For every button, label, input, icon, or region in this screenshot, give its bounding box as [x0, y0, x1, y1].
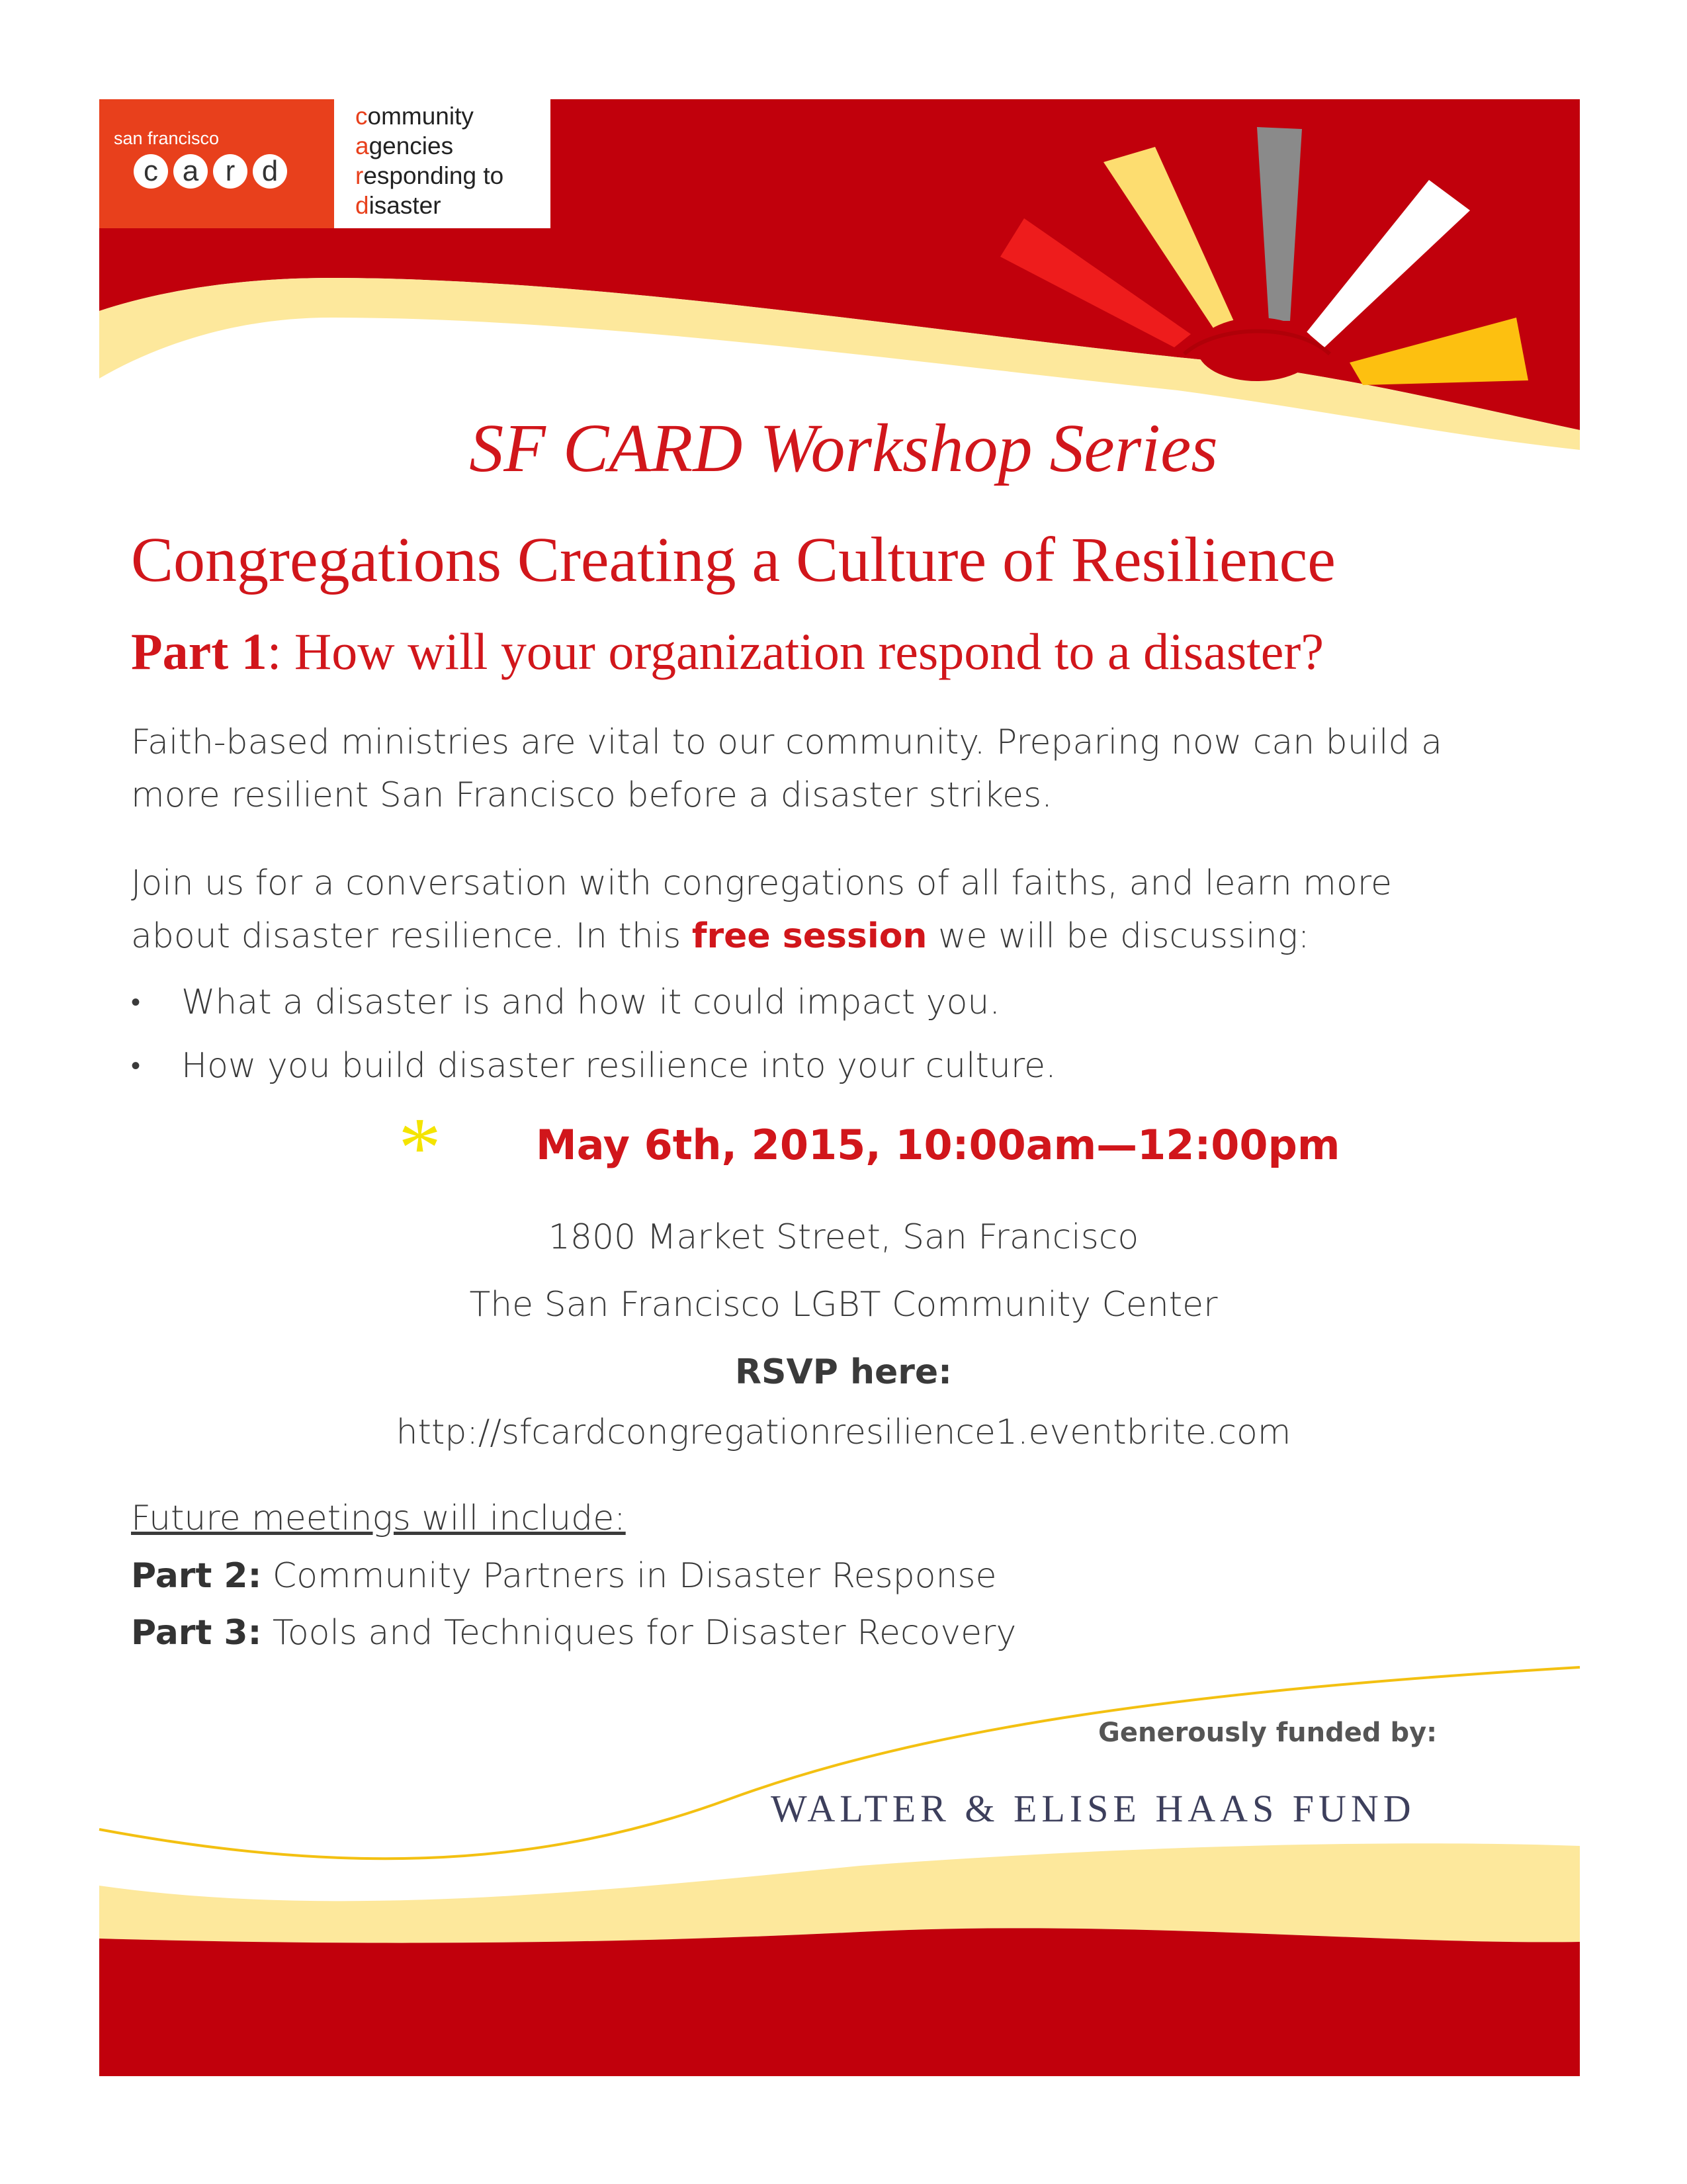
logo-sf-label: san francisco: [114, 128, 220, 148]
footer-red-block: [99, 1928, 1580, 2076]
logo-line: disaster: [355, 192, 441, 219]
event-date: May 6th, 2015, 10:00am—12:00pm: [536, 1121, 1340, 1169]
logo-letter: c: [134, 154, 168, 189]
logo-line: responding to: [355, 162, 504, 189]
free-session-highlight: free session: [691, 916, 928, 956]
logo-letter: d: [253, 154, 287, 189]
logo-acronym-lines: [334, 101, 503, 220]
footer-yellow-wave: [99, 1843, 1580, 1943]
part1-title: Part 1: How will your organization respond to a disaster?: [131, 623, 1324, 680]
card-logo-badge: [99, 99, 334, 228]
logo-card-letters: [134, 154, 287, 189]
discussion-list: [131, 976, 1057, 1103]
card-logo-text-panel: [334, 99, 550, 228]
logo-letter: a: [173, 154, 208, 189]
future-part-3: Part 3: Tools and Techniques for Disaster Recovery: [131, 1613, 1017, 1653]
list-item: • What a disaster is and how it could impact you.: [131, 976, 1057, 1039]
event-venue: The San Francisco LGBT Community Center: [469, 1285, 1218, 1325]
intro-paragraph: Faith-based ministries are vital to our community. Preparing now can build a more resilient San Francisco before a disaster strikes.: [131, 722, 1442, 815]
event-address: 1800 Market Street, San Francisco: [548, 1217, 1139, 1257]
funded-by-label: Generously funded by:: [1098, 1718, 1438, 1748]
logo-line: agencies: [355, 132, 454, 159]
future-meetings-heading: Future meetings will include:: [131, 1499, 626, 1538]
funder-logo: WALTER & ELISE HAAS FUND: [771, 1787, 1416, 1830]
logo-letter: r: [213, 154, 247, 189]
series-title: SF CARD Workshop Series: [469, 410, 1218, 486]
rsvp-link[interactable]: http://sfcardcongregationresilience1.eventbrite.com: [396, 1413, 1291, 1452]
asterisk-icon: *: [398, 1100, 441, 1196]
list-item: • How you build disaster resilience into your culture.: [131, 1039, 1057, 1103]
rsvp-label: RSVP here:: [735, 1352, 952, 1392]
logo-line: community: [355, 103, 474, 130]
future-part-2: Part 2: Community Partners in Disaster Response: [131, 1556, 997, 1596]
join-paragraph: Join us for a conversation with congregations of all faiths, and learn more about disaster resilience. In this free session we will be discussing:: [131, 863, 1392, 956]
main-title: Congregations Creating a Culture of Resilience: [131, 524, 1336, 595]
